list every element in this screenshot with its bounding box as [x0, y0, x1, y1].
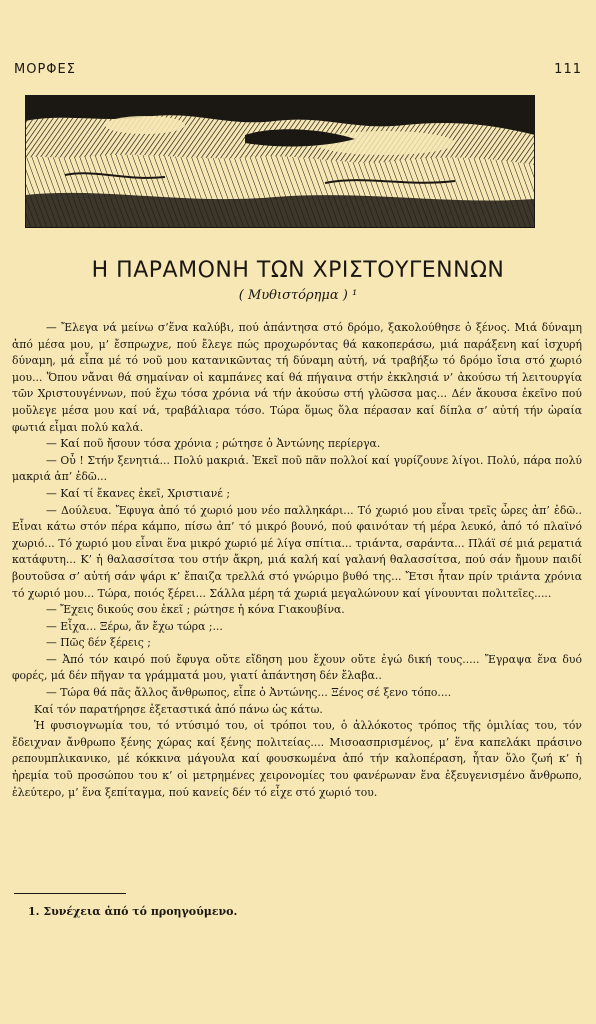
- article-body: [12, 320, 582, 801]
- paragraph: — Οὖ ! Στήν ξενητιά... Πολύ μακριά. Ἐκεῖ ποῦ πᾶν πολλοί καί γυρίζουνε λίγοι. Πολύ, πάρα πολύ μακριά ἀπ’ ἐδῶ...: [12, 453, 582, 484]
- paragraph: — Τώρα θά πᾶς ἄλλος ἄνθρωπος, εἶπε ὁ Ἀντώνης... Ξένος σέ ξενο τόπο....: [46, 686, 452, 700]
- running-head: [14, 62, 582, 77]
- paragraph: — Εἶχα... Ξέρω, ἄν ἔχω τώρα ;...: [46, 619, 223, 633]
- paragraph: — Ἔχεις δικούς σου ἐκεῖ ; ρώτησε ἡ κόνα Γιακουβίνα.: [46, 603, 345, 617]
- paragraph: — Ἀπό τόν καιρό πού ἔφυγα οὔτε εἴδηση μου ἔχουν οὔτε ἐγώ δική τους..... Ἔγραψα ἕνα δυό φορές, μά δέν πῆγαν τα γράμματά μου, γιατί ἀπάντηση δέν ἔλαβα..: [12, 652, 582, 683]
- footnote-rule: [14, 893, 126, 894]
- paragraph: — Πῶς δέν ξέρεις ;: [46, 636, 151, 650]
- paragraph: — Ἔλεγα νά μείνω σ’ἕνα καλύβι, πού ἀπάντησα στό δρόμο, ξακολούθησε ὁ ξένος. Μιά δύναμη ἀπό μέσα μου, μ’ ἔσπρωχνε, πού ἔλεγε πώς προχωρόντας θά κακοπεράσω, μιά παράξενη καί ἰσχυρή δύναμη, μά εἶπα μέ τό νοῦ μου κατανικῶντας τή δύναμη αὐτή, νά τραβήξω τό δρόμο ἴσια στό χωριό μου... Ὅπου νἄναι θά σημαίναν οἱ καμπάνες καί θά πήγαινα στήν ἐκκλησιά ν’ ἀκούσω τή λειτουργία τῶν Χριστουγέννων, πού ἔχω τόσα χρόνια νά τήν ἀκούσω στή γλῶσσα μας... Δέν ἄκουσα ἐκεῖνο πού μοὔλεγε μέσα μου καί νά, τραβάλιαρα τόσο. Τώρα ὅμως ὅλα πέρασαν καί δίπλα σ’ αὐτή τήν ὡραία φωτιά εἶμαι πολύ καλά.: [12, 321, 582, 434]
- paragraph: Καί τόν παρατήρησε ἐξεταστικά ἀπό πάνω ὡς κάτω.: [34, 702, 323, 716]
- woodcut-illustration: [25, 95, 535, 228]
- journal-name: ΜΟΡΦΕΣ: [14, 62, 76, 77]
- paragraph: — Καί ποῦ ἤσουν τόσα χρόνια ; ρώτησε ὁ Ἀντώνης περίεργα.: [46, 437, 381, 451]
- footnote: 1. Συνέχεια ἀπό τό προηγούμενο.: [28, 905, 238, 918]
- paragraph: — Καί τί ἔκανες ἐκεῖ, Χριστιανέ ;: [46, 486, 230, 500]
- article-title: Η ΠΑΡΑΜΟΝΗ ΤΩΝ ΧΡΙΣΤΟΥΓΕΝΝΩΝ: [91, 257, 505, 283]
- paragraph: — Δούλευα. Ἔφυγα ἀπό τό χωριό μου νέο παλληκάρι... Τό χωριό μου εἶναι τρεῖς ὧρες ἀπ’ ἐδῶ.. Εἶναι κάτω στόν πέρα κάμπο, πίσω ἀπ’ τό μικρό βουνό, πού φαινόταν τή μέρα λευκό, ἀπό τό πλαϊνό χωριό... Τό χωριό μου εἶναι ἕνα μικρό χωριό μέ λίγα σπίτια... τριάντα, σαράντα... Πλάϊ σέ μιά ρεματιά κατάφυτη... Κ’ ἡ θαλασσίτσα του στήν ἄκρη, μιά καλή καί γαλανή θαλασσίτσα, πού σάν ἤμουν παιδί βουτοῦσα σ’ αὐτή σάν ψάρι κ’ ἔπαιζα τρελλά στό γνώριμο βυθό της... Ἔτσι ἦταν πρίν τριάντα χρόνια τό χωριό μου... Τώρα, ποιός ξέρει... Σάλλα μέρη τά χωριά μεγαλώνουν καί γίνουνται πολιτεῖες.....: [12, 503, 582, 600]
- article-subtitle: ( Μυθιστόρημα ) ¹: [238, 288, 358, 303]
- page-number: 111: [554, 62, 582, 77]
- paragraph: Ἡ φυσιογνωμία του, τό ντύσιμό του, οἱ τρόποι του, ὁ ἀλλόκοτος τρόπος τῆς ὁμιλίας του, τόν ἔδειχναν ἄνθρωπο ξένης χώρας καί ξένης πολιτείας.... Μισοασπρισμένος, μ’ ἕνα καπελάκι πράσινο ρεπουμπλικανικο, μέ κόκκινα μάγουλα καί φουσκωμένα ἀπό τήν καλοπέραση, ἦταν ὅλο ζωή κ’ ἡ ἠρεμία τοῦ προσώπου του κ’ οἱ μετρημένες χειρονομίες του φανέρωναν ἕνα ἐξευγενισμένο ἄνθρωπο, ἐλεύτερο, μ’ ἕνα ξεπίταγμα, πού κανείς δέν τό εἶχε στό χωριό του.: [12, 719, 582, 799]
